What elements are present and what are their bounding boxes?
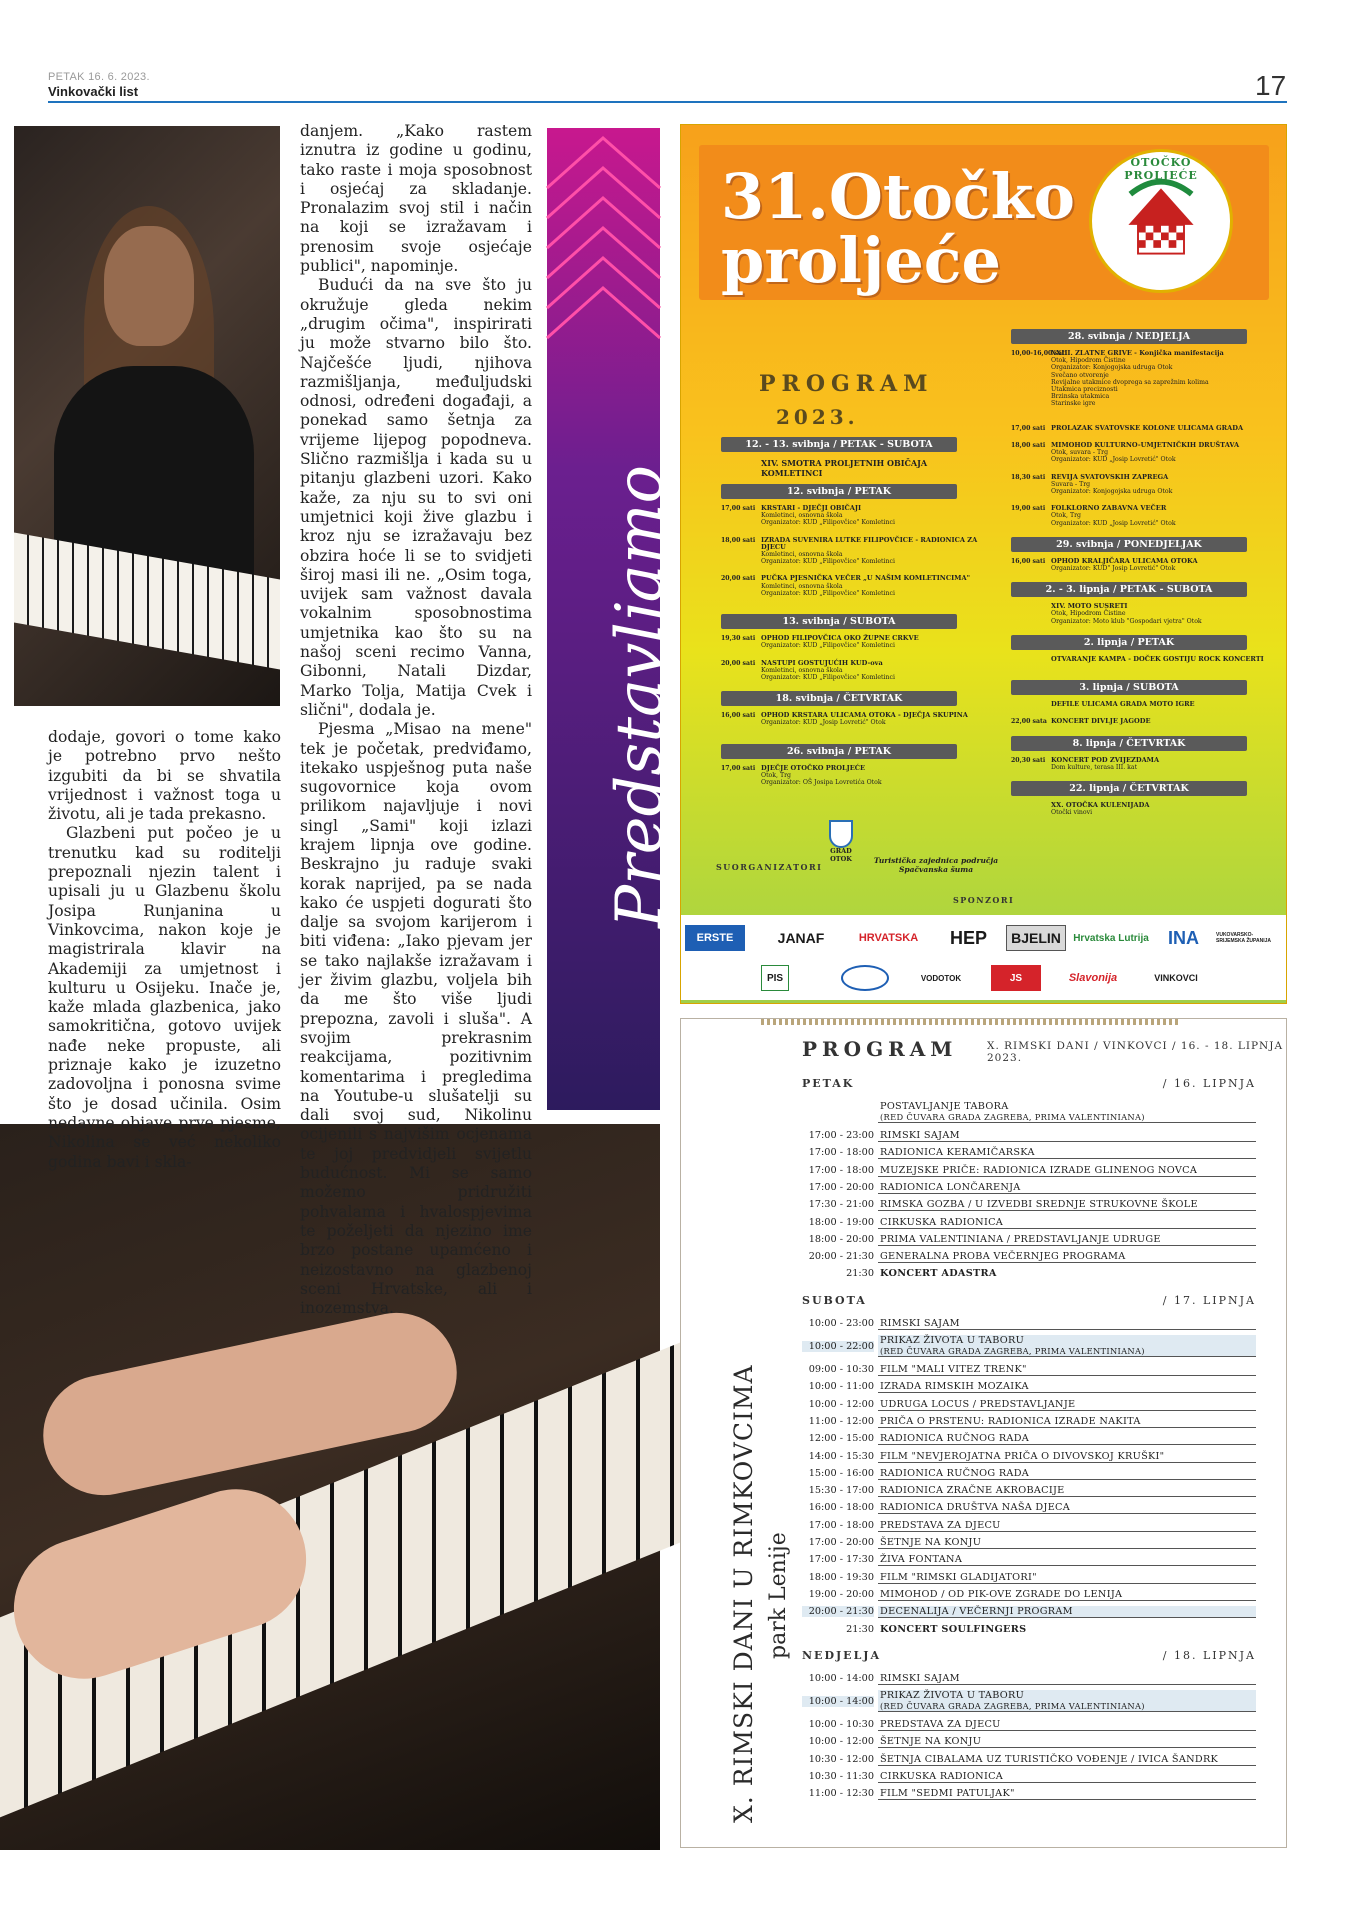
article-paragraph: Budući da na sve što ju okružuje gleda nekim „drugim očima", inspirirati ju može stvarno bilo što. Najčešće ljudi, njihova razmišljanja, međuljudski odnosi, određeni događaji, a ponekad samo šetnja za vrijeme lijepog popodneva. Slično razmišlja i kada su u pitanju glazbeni uzori. Kako kaže, za nju su to svi oni umjetnici koji žive glazbu i kroz nju se izražavaju bez obzira hoće li se to svidjeti široj masi ili ne. „Osim toga, uvijek sam važnost davala vokalnim sposobnostima umjetnika kao što su na našoj sceni recimo Vanna, Gibonni, Natali Dizdar, Marko Tolja, Matija Cvek i slični", dodala je.: [300, 276, 532, 719]
program-time: 10:00 - 23:00: [808, 1317, 874, 1329]
program-time: 10:00 - 12:00: [808, 1398, 874, 1410]
schedule-date-bar: 18. svibnja / ČETVRTAK: [721, 691, 957, 706]
day-name: SUBOTA: [802, 1293, 867, 1307]
sponzori-label: SPONZORI: [953, 895, 1015, 905]
program-time: 21:30: [846, 1623, 874, 1635]
program-item: PRIKAZ ŽIVOTA U TABORU (RED ČUVARA GRADA ZAGREBA, PRIMA VALENTINIANA): [878, 1690, 1256, 1712]
poster-year-label: 2023.: [776, 405, 859, 429]
chevron-pattern: [547, 128, 660, 368]
sponsor-logo: ERSTE: [685, 925, 745, 951]
schedule-date-bar: 12. svibnja / PETAK: [721, 484, 957, 499]
schedule-date-bar: 28. svibnja / NEDJELJA: [1011, 329, 1247, 344]
sponsor-logos: [681, 915, 1286, 1000]
program-time: 10:30 - 11:30: [808, 1771, 874, 1782]
program-item: RADIONICA KERAMIČARSKA: [878, 1147, 1256, 1159]
program-day-heading: [802, 1077, 1256, 1090]
day-name: NEDJELJA: [802, 1648, 882, 1662]
event-details: FOLKLORNO ZABAVNA VEČER Otok, Trg Organizator: KUD „Josip Lovretić" Otok: [1051, 504, 1176, 527]
poster-vertical-title: X. RIMSKI DANI U RIMKOVCIMA: [729, 1364, 758, 1823]
program-item: POSTAVLJANJE TABORA (RED ČUVARA GRADA ZAGREBA, PRIMA VALENTINIANA): [878, 1101, 1256, 1123]
article-paragraph: danjem. „Kako rastem iznutra iz godine u godinu, tako raste i moja sposobnost i osjećaj za skladanje. Pronalazim svoj stil i način na koji se izražavam i prenosim svoje osjećaje publici", napominje.: [300, 122, 532, 276]
event-details: XX. OTOČKA KULENIJADA Otočki vinovi: [1051, 801, 1150, 817]
sponsor-logo: VINKOVCI: [1154, 973, 1198, 983]
event-details: DJEČJE OTOČKO PROLJEĆE Otok, Trg Organizator: OŠ Josipa Lovretića Otok: [761, 763, 882, 787]
program-item: RADIONICA DRUŠTVA NAŠA DJECA: [878, 1502, 1256, 1514]
program-time: 10:00 - 12:00: [808, 1736, 874, 1748]
program-item: RADIONICA ZRAČNE AKROBACIJE: [878, 1485, 1256, 1497]
program-time: 16:00 - 18:00: [808, 1502, 874, 1514]
grad-otok-crest-icon: [829, 820, 853, 848]
program-item: GENERALNA PROBA VEČERNJEG PROGRAMA: [878, 1251, 1256, 1263]
section-banner: [547, 128, 677, 1110]
event-details: PROLAZAK SVATOVSKE KOLONE ULICAMA GRADA: [1051, 423, 1244, 432]
program-time: 20:00 - 21:30: [802, 1606, 874, 1617]
program-item: FILM "SEDMI PATULJAK": [878, 1788, 1256, 1800]
program-time: 17:00 - 17:30: [808, 1554, 874, 1566]
program-item: PRIKAZ ŽIVOTA U TABORU (RED ČUVARA GRADA ZAGREBA, PRIMA VALENTINIANA): [878, 1335, 1256, 1357]
program-time: 10:00 - 14:00: [808, 1672, 874, 1684]
banner-title: Predstavljamo: [603, 464, 677, 928]
event-details: DEFILE ULICAMA GRADA MOTO IGRE: [1051, 700, 1195, 709]
program-time: 18:00 - 19:30: [808, 1571, 874, 1583]
event-time: 10,00-16,00 sati: [1011, 350, 1068, 357]
rimski-dani-poster: [680, 1018, 1287, 1848]
program-item: IZRADA RIMSKIH MOZAIKA: [878, 1381, 1256, 1393]
program-item: MIMOHOD / OD PIK-OVE ZGRADE DO LENIJA: [878, 1589, 1256, 1601]
suorganizatori-label: SUORGANIZATORI: [716, 862, 823, 872]
sponsor-logo: Slavonija: [1068, 972, 1118, 984]
program-item: UDRUGA LOCUS / PREDSTAVLJANJE: [878, 1399, 1256, 1411]
event-time: 16,00 sati: [1011, 557, 1046, 565]
program-time: 10:00 - 22:00: [802, 1341, 874, 1352]
schedule-date-bar: 22. lipnja / ČETVRTAK: [1011, 781, 1247, 796]
program-item: PREDSTAVA ZA DJECU: [878, 1520, 1256, 1532]
program-time: 10:00 - 14:00: [802, 1696, 874, 1707]
event-time: 18,30 sati: [1011, 473, 1046, 481]
program-time: 18:00 - 19:00: [808, 1216, 874, 1228]
program-time: 17:00 - 18:00: [808, 1164, 874, 1176]
program-time: 10:00 - 11:00: [808, 1381, 874, 1393]
event-details: MIMOHOD KULTURNO-UMJETNIČKIH DRUŠTAVA Otok, suvara - Trg Organizator: KUD „Josip Lovretić" Otok: [1051, 441, 1240, 464]
program-item: ŠETNJE NA KONJU: [878, 1537, 1256, 1549]
program-item: PREDSTAVA ZA DJECU: [878, 1719, 1256, 1731]
page-number: 17: [1255, 70, 1287, 101]
day-date: / 17. LIPNJA: [1162, 1293, 1256, 1307]
program-time: 17:00 - 20:00: [808, 1537, 874, 1548]
program-item: RIMSKI SAJAM: [878, 1673, 1256, 1685]
program-item: KONCERT SOULFINGERS: [880, 1623, 1027, 1635]
event-details: OTVARANJE KAMPA - DOČEK GOSTIJU ROCK KONCERTI: [1051, 654, 1264, 663]
program-heading: PROGRAM: [802, 1037, 958, 1061]
program-subheading: X. RIMSKI DANI / VINKOVCI / 16. - 18. LIPNJA 2023.: [987, 1040, 1284, 1064]
program-item: PRIČA O PRSTENU: RADIONICA IZRADE NAKITA: [878, 1416, 1256, 1428]
program-time: 19:00 - 20:00: [808, 1588, 874, 1600]
schedule-date-bar: 2. lipnja / PETAK: [1011, 635, 1247, 650]
tourist-board-label: Turistička zajednica područja Spačvanska šuma: [873, 856, 999, 874]
program-time: 10:00 - 10:30: [808, 1719, 874, 1731]
program-item: ŠETNJA CIBALAMA UZ TURISTIČKO VOĐENJE / IVICA ŠANDRK: [878, 1754, 1256, 1766]
article-column-2: [300, 122, 532, 1318]
program-time: 15:00 - 16:00: [808, 1467, 874, 1479]
sponsor-logo: VUKOVARSKO-SRIJEMSKA ŽUPANIJA: [1216, 932, 1272, 944]
grad-otok-label: GRAD OTOK: [830, 847, 852, 863]
day-date: / 18. LIPNJA: [1162, 1648, 1256, 1662]
article-paragraph: dodaje, govori o tome kako je potrebno prvo nešto izgubiti da bi se shvatila vrijednost i važnost toga u životu, ali je tada prekasno.: [48, 728, 281, 824]
event-details: PUČKA PJESNIČKA VEČER „U NAŠIM KOMLETINCIMA" Komletinci, osnovna škola Organizator: KUD „Filipovčice" Komletinci: [761, 574, 971, 597]
program-time: 09:00 - 10:30: [808, 1364, 874, 1375]
event-time: 19,30 sati: [721, 635, 756, 643]
program-item: RIMSKI SAJAM: [878, 1318, 1256, 1330]
event-time: 20,30 sati: [1011, 756, 1046, 764]
program-item: RIMSKI SAJAM: [878, 1130, 1256, 1142]
sponsor-logo: Hrvatska Lutrija: [1073, 932, 1149, 944]
event-details: XIV. MOTO SUSRETI Otok, Hipodrom Čistine Organizator: Moto klub "Gospodari vjetra" Otok: [1051, 602, 1202, 625]
program-item: FILM "RIMSKI GLADIJATORI": [878, 1572, 1256, 1584]
program-item: FILM "MALI VITEZ TRENK": [878, 1364, 1256, 1376]
event-details: OPHOD KRALJIČARA ULICAMA OTOKA Organizator: KUD" Josip Lovretić" Otok: [1051, 556, 1198, 572]
event-details: OPHOD FILIPOVČICA OKO ŽUPNE CRKVE Organizator: KUD „Filipovčice" Komletinci: [761, 634, 919, 650]
event-time: 19,00 sati: [1011, 505, 1046, 513]
header-rule: [48, 101, 1287, 103]
schedule-heading: XIV. SMOTRA PROLJETNIH OBIČAJA KOMLETINCI: [761, 458, 928, 478]
event-details: REVIJA SVATOVSKIH ZAPREGA Suvara - Trg Organizator: Konjogojska udruga Otok: [1051, 472, 1173, 495]
otocko-proljece-poster: [680, 124, 1287, 1004]
program-item: ŽIVA FONTANA: [878, 1554, 1256, 1566]
festival-logo: [1089, 149, 1233, 293]
event-details: KRSTARI - DJEČJI OBIČAJI Komletinci, osnovna škola Organizator: KUD „Filipovčice" Komletinci: [761, 504, 895, 527]
schedule-date-bar: 2. - 3. lipnja / PETAK - SUBOTA: [1011, 582, 1247, 597]
event-time: 22,00 sata: [1011, 718, 1047, 726]
event-time: 18,00 sati: [1011, 442, 1046, 449]
program-time: 11:00 - 12:30: [808, 1788, 874, 1800]
program-time: 14:00 - 15:30: [808, 1450, 874, 1462]
sponsor-logo: BJELIN: [1006, 925, 1066, 951]
program-time: 20:00 - 21:30: [808, 1251, 874, 1263]
poster-title: 31.Otočko proljeće: [721, 160, 1075, 297]
logo-text: OTOČKO PROLJEĆE: [1124, 156, 1198, 182]
event-time: 20,00 sati: [721, 659, 756, 667]
program-time: 17:00 - 20:00: [808, 1181, 874, 1193]
article-paragraph: Glazbeni put počeo je u trenutku kad su roditelji prepoznali njezin talent i upisali ju u Glazbenu školu Josipa Runjanina u Vinkovcima, nakon koje je magistrirala klavir na Akademiji za umjetnost i kulturu u Osijeku. Inače je, kaže mlada glazbenica, jako samokritična, gotovo uvijek nađe neke propuste, ali priznaje kako je izuzetno zadovoljna i ponosna svime što je dosad učinila. Osim nedavne objave prve pjesme, Nikolina se već nekoliko godina bavi i skla-: [48, 824, 281, 1171]
program-item: MUZEJSKE PRIČE: RADIONICA IZRADE GLINENOG NOVCA: [878, 1165, 1256, 1177]
event-time: 17,00 sati: [721, 764, 756, 772]
article-column-1: [48, 728, 281, 1172]
newspaper-name: Vinkovački list: [48, 84, 139, 99]
event-time: 17,00 sati: [721, 505, 756, 512]
program-time: 21:30: [846, 1268, 874, 1280]
event-details: IZRADA SUVENIRA LUTKE FILIPOVČICE - RADIONICA ZA DJECU Komletinci, osnovna škola Organizator: KUD „Filipovčice" Komletinci: [761, 535, 978, 566]
program-item: FILM "NEVJEROJATNA PRIČA O DIVOVSKOJ KRUŠKI": [878, 1451, 1256, 1463]
sponsor-logo: JS: [991, 965, 1041, 991]
event-time: 16,00 sati: [721, 712, 756, 720]
program-item: RADIONICA RUČNOG RADA: [878, 1468, 1256, 1480]
program-time: 11:00 - 12:00: [808, 1415, 874, 1427]
event-time: 20,00 sati: [721, 575, 756, 583]
sponsor-logo: INA: [1168, 927, 1199, 948]
event-details: KONCERT DIVLJE JAGODE: [1051, 717, 1151, 726]
program-time: 18:00 - 20:00: [808, 1233, 874, 1245]
program-time: 17:30 - 21:00: [808, 1199, 874, 1211]
program-item: RADIONICA LONČARENJA: [878, 1182, 1256, 1194]
program-day-heading: [802, 1294, 1256, 1307]
event-details: KONCERT POD ZVIJEZDAMA Dom kulture, terasa III. kat: [1051, 755, 1160, 771]
program-item: PRIMA VALENTINIANA / PREDSTAVLJANJE UDRUGE: [878, 1234, 1256, 1246]
program-item: DECENALIJA / VEČERNJI PROGRAM: [878, 1606, 1256, 1618]
program-item: CIRKUSKA RADIONICA: [878, 1771, 1256, 1783]
sponsor-logo: JANAF: [777, 930, 825, 946]
sponsor-logo: HEP: [949, 927, 987, 948]
program-time: 10:30 - 12:00: [808, 1753, 874, 1765]
sponsor-logo: HRVATSKA: [858, 932, 919, 944]
program-time: 17:00 - 18:00: [808, 1147, 874, 1159]
event-details: XXIII. ZLATNE GRIVE - Konjička manifestacija Otok, Hipodrom Čistine Organizator: Konjogojska udruga Otok Svečano otvorenje Revijalne utakmice dvoprega sa zaprežnim kolima Utakmica preciznosti Brzinska utakmica Starinske igre: [1051, 349, 1224, 408]
day-name: PETAK: [802, 1077, 855, 1090]
schedule-date-bar: 8. lipnja / ČETVRTAK: [1011, 736, 1247, 751]
program-time: 15:30 - 17:00: [808, 1485, 874, 1497]
event-time: 17,00 sati: [1011, 424, 1046, 432]
program-item: RIMSKA GOZBA / U IZVEDBI SREDNJE STRUKOVNE ŠKOLE: [878, 1199, 1256, 1211]
event-details: OPHOD KRSTARA ULICAMA OTOKA - DJEČJA SKUPINA Organizator: KUD „Josip Lovretić" Otok: [761, 711, 968, 727]
issue-date: PETAK 16. 6. 2023.: [48, 71, 150, 83]
program-time: 17:00 - 18:00: [808, 1519, 874, 1531]
program-item: KONCERT ADASTRA: [880, 1268, 997, 1280]
schedule-date-bar: 13. svibnja / SUBOTA: [721, 614, 957, 629]
schedule-date-bar: 29. svibnja / PONEDJELJAK: [1011, 537, 1247, 552]
schedule-date-bar: 12. - 13. svibnja / PETAK - SUBOTA: [721, 437, 957, 452]
schedule-date-bar: 3. lipnja / SUBOTA: [1011, 680, 1247, 695]
poster-program-label: PROGRAM: [759, 371, 934, 397]
day-date: / 16. LIPNJA: [1162, 1077, 1256, 1090]
sponsor-logo: PIS: [761, 965, 789, 991]
event-details: NASTUPI GOSTUJUĆIH KUD-ova Komletinci, osnovna škola Organizator: KUD „Filipovčice" Komletinci: [761, 658, 895, 681]
program-item: CIRKUSKA RADIONICA: [878, 1217, 1256, 1229]
program-item: RADIONICA RUČNOG RADA: [878, 1433, 1256, 1445]
article-paragraph: Pjesma „Misao na mene" tek je početak, predviđamo, itekako uspješnog puta naše sugovornice koja ovom prilikom najavljuje i novi singl „Sami" koji izlazi krajem lipnja ove godine. Beskrajno ju raduje svaki korak naprijed, pa se nada kako će uspjeti dogurati što dalje sa svojom karijerom i biti viđena: „Iako pjevam jer se tako najlakše izražavam i jer živim glazbu, voljela bih da me što više ljudi prepozna, zavoli i sluša". A svojim prekrasnim reakcijama, pozitivnim komentarima i pregledima na Youtube-u slušatelji su dali svoj sud, Nikolinu ocijenili s najvišim ocjenama te joj predvidjeli svijetlu budućnost. Mi se samo možemo pridružiti pohvalama i hvalospjevima te poželjeti da njezino ime brzo postane upamćeno i neizostavno na glazbenoj sceni Hrvatske, ali i inozemstva.: [300, 720, 532, 1318]
program-item: ŠETNJE NA KONJU: [878, 1736, 1256, 1748]
sponsor-logo: [841, 965, 889, 991]
program-time: 12:00 - 15:00: [808, 1433, 874, 1445]
program-time: 17:00 - 23:00: [808, 1130, 874, 1141]
sponsor-logo: VODOTOK: [920, 973, 962, 983]
poster-vertical-subtitle: park Lenije: [766, 1532, 791, 1659]
program-day-heading: [802, 1649, 1256, 1662]
schedule-date-bar: 26. svibnja / PETAK: [721, 744, 957, 759]
event-time: 18,00 sati: [721, 536, 756, 544]
singer-photo: [14, 126, 280, 706]
